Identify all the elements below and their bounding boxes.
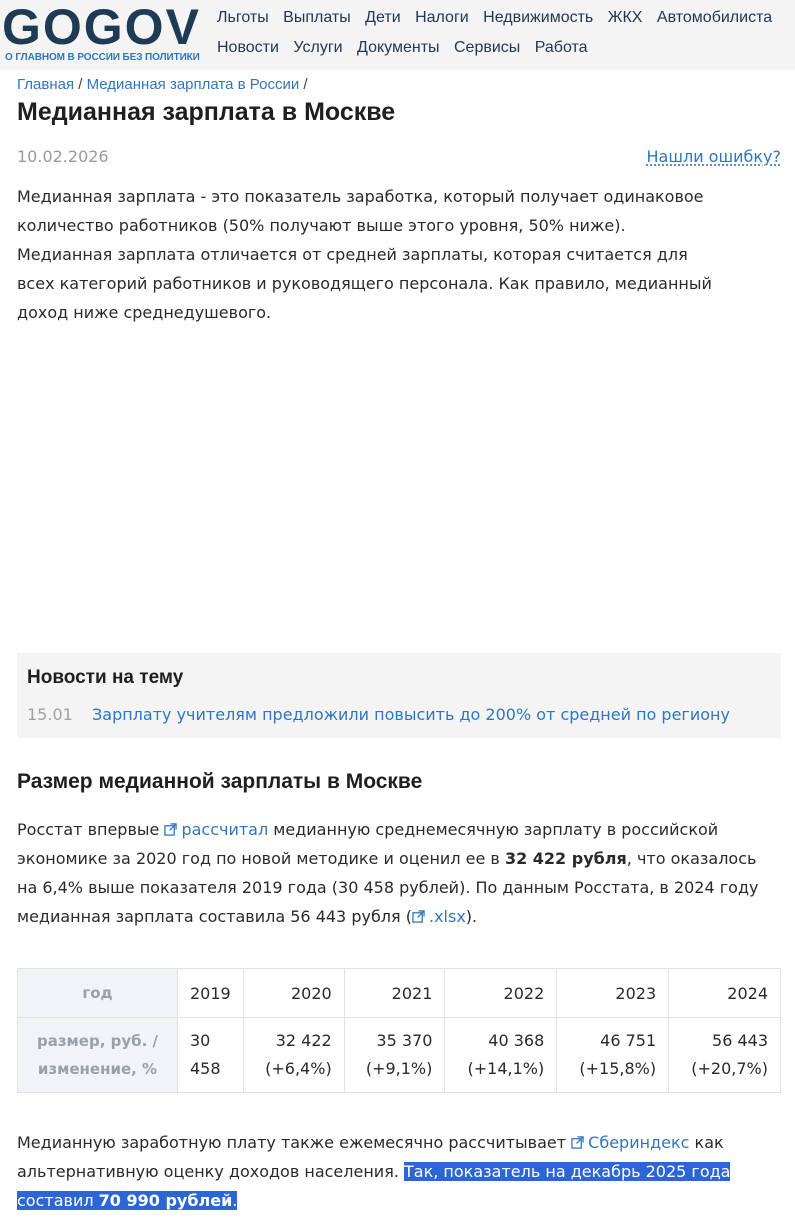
salary-change: (+6,4%) [265,1059,332,1078]
publish-date: 10.02.2026 [17,147,109,166]
table-cell-value [178,1018,244,1093]
related-news-box [17,653,781,738]
table-cell-value [669,1018,781,1093]
main-nav-secondary [217,39,598,57]
breadcrumb-separator: / [78,76,83,93]
highlight-value: 32 422 рубля [504,849,627,868]
link-label: .xlsx [428,907,466,926]
nav-link-benefits[interactable]: Льготы [217,9,269,26]
nav-link-jobs[interactable]: Работа [534,39,588,56]
table-row-years [18,969,781,1018]
table-cell-year: 2021 [344,969,445,1018]
nav-link-tools[interactable]: Сервисы [453,39,521,56]
page-title: Медианная зарплата в Москве [17,98,396,126]
salary-change: (+9,1%) [365,1059,433,1078]
text-span: как альтернативную оценку доходов населения. [17,1133,724,1181]
table-header-year: год [18,969,178,1018]
salary-value: 56 443 [712,1031,768,1050]
text-span: ). [465,907,478,926]
breadcrumb [17,76,308,93]
table-row-values [18,1018,781,1093]
nav-link-children[interactable]: Дети [365,9,401,26]
link-label: рассчитал [181,820,269,839]
breadcrumb-section[interactable]: Медианная зарплата в России [86,76,300,93]
main-nav-primary [217,9,782,27]
table-cell-value [344,1018,445,1093]
text-span: , что оказалось на 6,4% выше показателя 2019 года (30 458 рублей). По данным Росстата, в 2024 году медианная зарплата составила 56 443 рубля ( [17,849,759,926]
site-header [0,0,795,70]
text-span: Росстат впервые [17,820,165,839]
salary-change: (+14,1%) [467,1059,545,1078]
text-span: медианную среднемесячную зарплату в российской экономике за 2020 год по новой методике и оценил ее в [17,820,719,868]
section-heading: Размер медианной зарплаты в Москве [17,770,423,793]
sberindex-paragraph [17,1128,777,1215]
text-span: Медианную заработную плату также ежемесячно рассчитывает [17,1133,572,1152]
table-cell-value [445,1018,557,1093]
table-cell-year: 2019 [178,969,244,1018]
table-cell-year: 2020 [244,969,345,1018]
link-label: Сбериндекс [588,1133,690,1152]
median-salary-table [17,968,781,1093]
logo-wordmark[interactable]: GOGOV [2,0,201,55]
news-item-link[interactable]: Зарплату учителям предложили повысить до 200% от средней по региону [92,705,730,724]
external-link-icon [412,910,425,923]
xlsx-source-link[interactable] [412,907,466,926]
table-cell-year: 2022 [445,969,557,1018]
salary-value: 30 458 [190,1031,221,1078]
text-span: . [232,1191,238,1210]
table-cell-value [557,1018,669,1093]
logo-tagline: О ГЛАВНОМ В РОССИИ БЕЗ ПОЛИТИКИ [5,52,200,63]
nav-link-taxes[interactable]: Налоги [415,9,469,26]
table-cell-year: 2024 [669,969,781,1018]
salary-change: (+20,7%) [691,1059,768,1078]
related-news-title: Новости на тему [27,667,184,688]
salary-value: 32 422 [275,1031,332,1050]
salary-value: 35 370 [376,1031,433,1050]
report-error-link[interactable]: Нашли ошибку? [646,147,781,166]
nav-link-real-estate[interactable]: Недвижимость [483,9,594,26]
rosstat-source-link[interactable] [164,820,268,839]
nav-link-motorist[interactable]: Автомобилиста [656,9,773,26]
rosstat-paragraph [17,815,777,931]
text-span: Так, показатель на декабрь 2025 года составил [17,1162,731,1210]
table-header-value: размер, руб. / изменение, % [18,1018,178,1093]
breadcrumb-home[interactable]: Главная [17,76,75,93]
highlight-value: 70 990 рублей [98,1191,233,1210]
nav-link-payments[interactable]: Выплаты [283,9,351,26]
site-logo[interactable] [2,0,204,66]
external-link-icon [571,1136,584,1149]
table-cell-year: 2023 [557,969,669,1018]
nav-link-services[interactable]: Услуги [293,39,343,56]
table-cell-value [244,1018,345,1093]
intro-paragraph: Медианная зарплата - это показатель заработка, который получает одинаковое количество работников (50% получают выше этого уровня, 50% ниже). Медианная зарплата отличается от средней зарплаты, которая считается для всех категорий работников и руководящего персонала. Как правило, медианный доход ниже среднедушевого. [17,187,712,322]
nav-link-news[interactable]: Новости [217,39,279,56]
salary-value: 40 368 [488,1031,545,1050]
salary-value: 46 751 [600,1031,657,1050]
external-link-icon [164,823,177,836]
salary-change: (+15,8%) [579,1059,657,1078]
news-item-date: 15.01 [27,705,73,724]
nav-link-documents[interactable]: Документы [357,39,440,56]
breadcrumb-separator: / [303,76,308,93]
sberindex-link[interactable] [571,1133,689,1152]
nav-link-housing[interactable]: ЖКХ [607,9,643,26]
